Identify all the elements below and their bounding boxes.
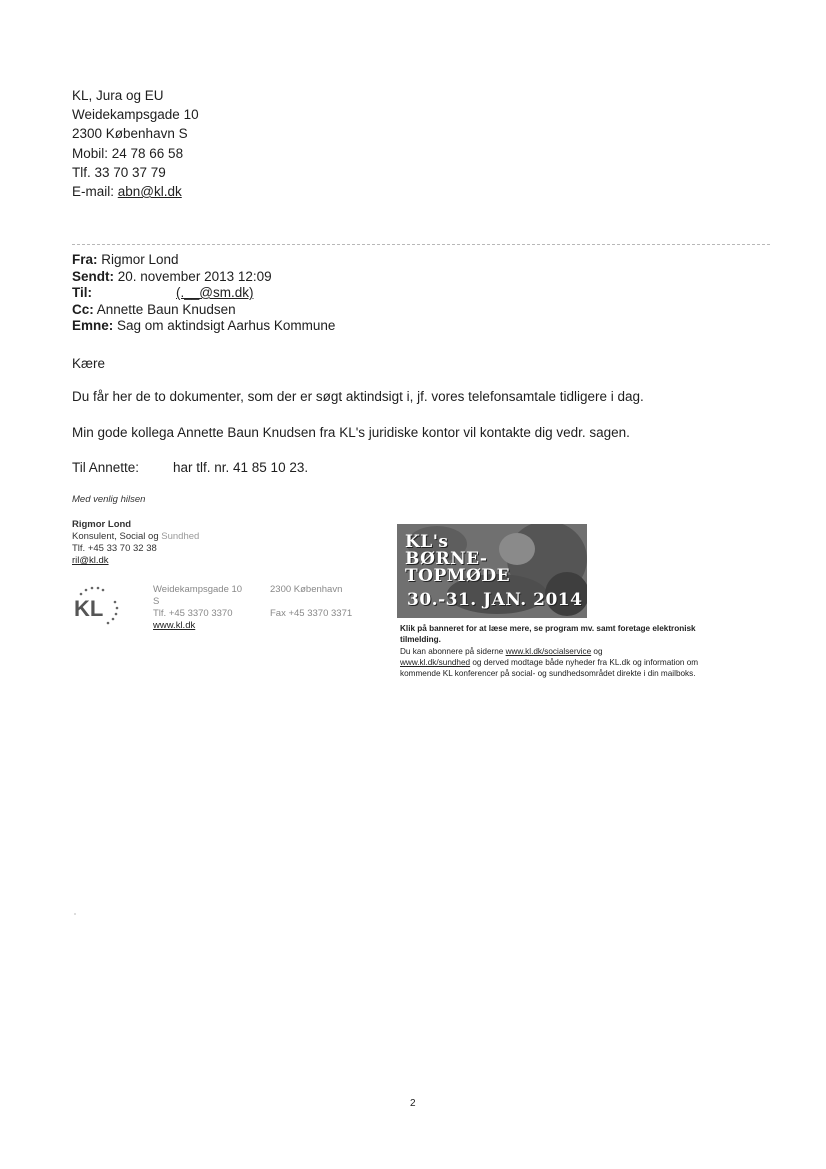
sender-address-block [72, 86, 199, 201]
paragraph-2: Min gode kollega Annette Baun Knudsen fra KL's juridiske kontor vil kontakte dig vedr. sagen. [72, 425, 630, 440]
email-header [72, 252, 335, 335]
signature-title [72, 531, 199, 543]
from-row [72, 252, 335, 269]
subject-row [72, 318, 335, 335]
cc-row [72, 302, 335, 319]
address-line: KL, Jura og EU [72, 88, 164, 103]
conference-banner[interactable] [397, 524, 587, 618]
subject-label: Emne: [72, 318, 114, 333]
title-main: Konsulent, Social og [72, 531, 162, 542]
signature-phone: Tlf. +45 33 70 32 38 [72, 543, 157, 554]
banner-caption [400, 623, 710, 679]
signature-email-link[interactable]: ril@kl.dk [72, 555, 109, 566]
mobile-line: Mobil: 24 78 66 58 [72, 145, 184, 161]
greeting: Kære [72, 356, 106, 371]
kl-fax: Fax +45 3370 3371 [270, 608, 353, 619]
sundhed-link[interactable]: www.kl.dk/sundhed [400, 657, 471, 667]
kl-phone: Tlf. +45 3370 3370 [153, 608, 233, 619]
banner-line-2: BØRNE- [405, 549, 488, 569]
caption-line-2: og derved modtage både nyheder fra KL.dk og information om kommende KL konferencer på social- og sundhedsområdet direkte i din mailboks. [400, 657, 699, 679]
banner-title [405, 534, 510, 585]
paragraph-3 [72, 460, 308, 475]
signature-block [72, 519, 199, 567]
kl-street: Weidekampsgade 10 [153, 584, 243, 595]
email-label: E-mail: [72, 184, 118, 200]
kl-website-link[interactable]: www.kl.dk [153, 620, 196, 631]
banner-line-1: KL's [405, 532, 449, 552]
email-line [72, 182, 199, 201]
kl-phone-row [153, 608, 352, 620]
to-value[interactable]: (.__@sm.dk) [176, 285, 254, 300]
title-faded: Sundhed [161, 531, 200, 542]
caption-line-1: Du kan abonnere på siderne [400, 646, 506, 656]
address-line: Weidekampsgade 10 [72, 107, 199, 123]
address-line: 2300 København S [72, 126, 188, 142]
caption-og: og [591, 646, 603, 656]
paragraph-1: Du får her de to dokumenter, som der er søgt aktindsigt i, jf. vores telefonsamtale tidligere i dag. [72, 389, 644, 404]
closing: Med venlig hilsen [72, 494, 146, 505]
phone-line: Tlf. 33 70 37 79 [72, 164, 166, 180]
page-number: 2 [410, 1098, 416, 1109]
email-link[interactable]: abn@kl.dk [117, 184, 182, 200]
banner-caption-bold: Klik på banneret for at læse mere, se program mv. samt foretage elektronisk tilmelding. [400, 624, 696, 645]
cc-value: Annette Baun Knudsen [96, 301, 236, 317]
signature-name: Rigmor Lond [72, 519, 132, 530]
socialservice-link[interactable]: www.kl.dk/socialservice [505, 646, 592, 656]
sent-label: Sendt: [72, 268, 114, 284]
from-value: Rigmor Lond [101, 252, 179, 267]
sent-row [72, 269, 335, 286]
scan-speck [74, 913, 76, 915]
kl-contact-info [153, 584, 352, 632]
sent-value: 20. november 2013 12:09 [117, 268, 272, 284]
to-row [72, 285, 335, 302]
header-divider [72, 244, 770, 245]
kl-logo-graphic [72, 584, 132, 628]
para3-label: Til Annette: [72, 460, 140, 475]
para3-value: har tlf. nr. 41 85 10 23. [173, 460, 309, 475]
from-label: Fra: [72, 252, 98, 267]
cc-label: Cc: [72, 301, 94, 317]
kl-logo-text: KL [74, 596, 104, 621]
subject-value: Sag om aktindsigt Aarhus Kommune [117, 318, 336, 333]
kl-city-suffix: S [153, 596, 160, 607]
kl-address-row [153, 584, 352, 596]
kl-city: 2300 København [270, 584, 343, 595]
banner-line-3: TOPMØDE [405, 566, 511, 586]
to-label: Til: [72, 285, 92, 300]
kl-logo [72, 584, 132, 628]
banner-date: 30.-31. JAN. 2014 [407, 590, 583, 610]
banner-caption-text [400, 646, 710, 680]
